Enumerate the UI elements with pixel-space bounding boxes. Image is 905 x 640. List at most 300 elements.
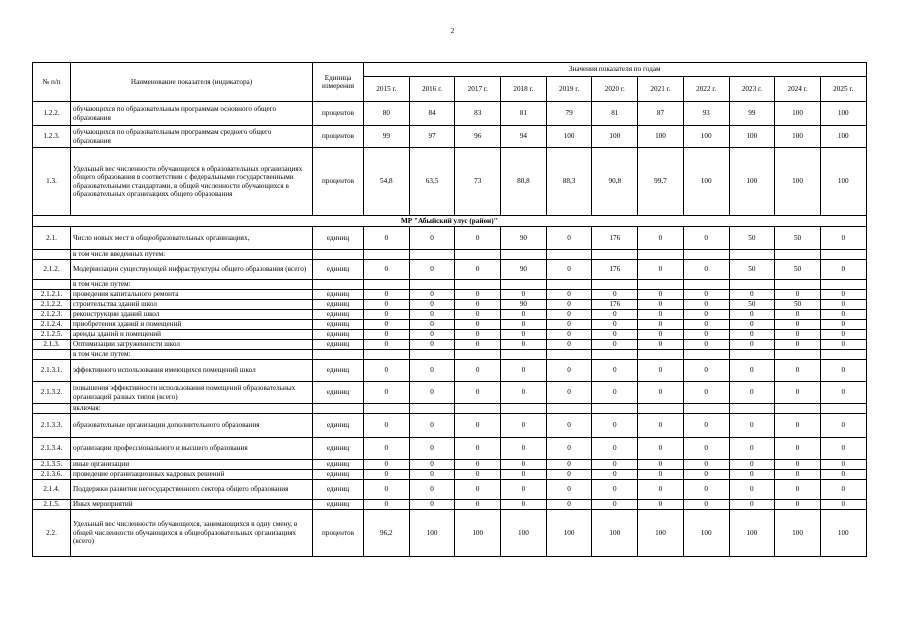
value-cell: 93	[683, 102, 729, 126]
value-cell: 0	[638, 227, 684, 250]
table-row	[33, 148, 867, 216]
value-cell: 0	[592, 382, 638, 404]
header-unit: Единица измерения	[313, 63, 364, 102]
row-number: 2.1.3.6.	[33, 470, 71, 480]
value-cell: 0	[364, 470, 410, 480]
value-cell: 0	[501, 310, 547, 320]
unit-cell: единиц	[313, 340, 364, 350]
value-cell: 0	[546, 460, 592, 470]
value-cell: 0	[820, 438, 866, 460]
value-cell: 0	[501, 340, 547, 350]
table-row	[33, 310, 867, 320]
value-cell: 0	[546, 310, 592, 320]
value-cell: 0	[501, 438, 547, 460]
value-cell: 99	[364, 126, 410, 148]
row-number	[33, 350, 71, 360]
table-row	[33, 470, 867, 480]
value-cell: 96,2	[364, 510, 410, 557]
value-cell: 0	[820, 300, 866, 310]
value-cell	[775, 350, 821, 360]
value-cell: 0	[638, 414, 684, 438]
indicator-name: иные организации	[71, 460, 313, 470]
header-year: 2016 г.	[409, 77, 455, 102]
value-cell: 0	[364, 290, 410, 300]
value-cell: 0	[364, 382, 410, 404]
value-cell: 0	[455, 460, 501, 470]
header-year: 2022 г.	[683, 77, 729, 102]
unit-cell: процентов	[313, 126, 364, 148]
value-cell: 0	[501, 360, 547, 382]
unit-cell: единиц	[313, 300, 364, 310]
value-cell: 0	[409, 360, 455, 382]
value-cell: 0	[638, 310, 684, 320]
value-cell	[546, 250, 592, 260]
header-year: 2023 г.	[729, 77, 775, 102]
value-cell	[409, 280, 455, 290]
unit-cell: единиц	[313, 290, 364, 300]
value-cell: 0	[638, 460, 684, 470]
header-year: 2019 г.	[546, 77, 592, 102]
value-cell: 90,8	[592, 148, 638, 216]
value-cell: 0	[546, 438, 592, 460]
row-number: 2.1.2.3.	[33, 310, 71, 320]
header-no: № п/п	[33, 63, 71, 102]
value-cell: 0	[455, 438, 501, 460]
header-values: Значения показателя по годам	[364, 63, 867, 77]
value-cell: 0	[592, 340, 638, 350]
value-cell: 100	[729, 510, 775, 557]
value-cell: 50	[729, 260, 775, 280]
value-cell: 100	[729, 126, 775, 148]
value-cell: 0	[820, 382, 866, 404]
value-cell: 0	[775, 460, 821, 470]
value-cell	[729, 280, 775, 290]
value-cell: 0	[775, 290, 821, 300]
unit-cell: процентов	[313, 102, 364, 126]
value-cell: 0	[638, 438, 684, 460]
indicator-name: Оптимизации загруженности школ	[71, 340, 313, 350]
value-cell	[455, 250, 501, 260]
page-number: 2	[450, 27, 455, 35]
value-cell: 0	[546, 480, 592, 500]
unit-cell	[313, 250, 364, 260]
row-number: 1.2.3.	[33, 126, 71, 148]
value-cell: 99,7	[638, 148, 684, 216]
value-cell: 0	[501, 500, 547, 510]
table-row	[33, 216, 867, 227]
indicator-name: приобретения зданий и помещений	[71, 320, 313, 330]
value-cell: 0	[409, 470, 455, 480]
value-cell	[820, 280, 866, 290]
value-cell: 0	[729, 438, 775, 460]
value-cell: 0	[775, 500, 821, 510]
value-cell: 0	[683, 310, 729, 320]
indicator-name: в том числе путем:	[71, 350, 313, 360]
value-cell: 79	[546, 102, 592, 126]
value-cell: 0	[592, 500, 638, 510]
value-cell: 0	[364, 438, 410, 460]
value-cell: 0	[638, 360, 684, 382]
value-cell: 0	[638, 382, 684, 404]
value-cell	[820, 250, 866, 260]
value-cell: 0	[409, 340, 455, 350]
value-cell: 90	[501, 260, 547, 280]
value-cell	[683, 280, 729, 290]
section-title: МР "Абыйский улус (район)"	[33, 216, 867, 227]
value-cell: 0	[546, 300, 592, 310]
value-cell	[409, 404, 455, 414]
indicator-name: включая:	[71, 404, 313, 414]
value-cell: 0	[409, 260, 455, 280]
value-cell: 0	[592, 414, 638, 438]
value-cell: 0	[364, 414, 410, 438]
value-cell: 0	[546, 290, 592, 300]
indicator-name: строительства зданий школ	[71, 300, 313, 310]
value-cell: 0	[455, 470, 501, 480]
value-cell: 0	[455, 300, 501, 310]
unit-cell: единиц	[313, 460, 364, 470]
value-cell: 50	[729, 300, 775, 310]
value-cell: 54,8	[364, 148, 410, 216]
value-cell: 0	[729, 340, 775, 350]
value-cell: 0	[592, 320, 638, 330]
value-cell: 0	[638, 300, 684, 310]
value-cell: 50	[775, 227, 821, 250]
value-cell: 0	[683, 480, 729, 500]
value-cell: 0	[409, 227, 455, 250]
value-cell: 0	[683, 320, 729, 330]
header-year: 2017 г.	[455, 77, 501, 102]
header-year: 2018 г.	[501, 77, 547, 102]
indicator-name: проведение организационных кадровых решений	[71, 470, 313, 480]
value-cell	[820, 350, 866, 360]
value-cell: 94	[501, 126, 547, 148]
value-cell: 0	[364, 260, 410, 280]
value-cell: 0	[638, 480, 684, 500]
value-cell: 0	[683, 470, 729, 480]
table-row	[33, 300, 867, 310]
value-cell	[775, 250, 821, 260]
value-cell: 100	[775, 510, 821, 557]
row-number: 2.1.2.5.	[33, 330, 71, 340]
value-cell	[546, 350, 592, 360]
value-cell: 100	[683, 126, 729, 148]
value-cell: 0	[409, 480, 455, 500]
value-cell: 0	[638, 500, 684, 510]
value-cell	[729, 250, 775, 260]
value-cell: 81	[592, 102, 638, 126]
value-cell	[592, 404, 638, 414]
table-body	[33, 102, 867, 557]
value-cell: 0	[546, 227, 592, 250]
value-cell: 176	[592, 227, 638, 250]
table-row	[33, 102, 867, 126]
value-cell: 0	[409, 310, 455, 320]
value-cell: 73	[455, 148, 501, 216]
indicator-name: обучающихся по образовательным программам основного общего образования	[71, 102, 313, 126]
row-number: 2.1.4.	[33, 480, 71, 500]
value-cell: 97	[409, 126, 455, 148]
value-cell: 0	[501, 320, 547, 330]
value-cell: 0	[638, 340, 684, 350]
row-number: 2.1.3.2.	[33, 382, 71, 404]
row-number: 2.1.2.1.	[33, 290, 71, 300]
value-cell: 100	[592, 126, 638, 148]
header-year: 2024 г.	[775, 77, 821, 102]
value-cell: 0	[683, 500, 729, 510]
value-cell	[364, 404, 410, 414]
value-cell: 0	[455, 414, 501, 438]
value-cell: 100	[638, 510, 684, 557]
indicator-name: в том числе путем:	[71, 280, 313, 290]
value-cell	[683, 350, 729, 360]
value-cell	[592, 280, 638, 290]
value-cell: 100	[820, 126, 866, 148]
unit-cell	[313, 404, 364, 414]
row-number	[33, 250, 71, 260]
table-row	[33, 290, 867, 300]
value-cell	[775, 404, 821, 414]
value-cell: 0	[638, 470, 684, 480]
value-cell: 0	[455, 290, 501, 300]
value-cell	[364, 280, 410, 290]
value-cell: 50	[775, 300, 821, 310]
value-cell: 88,3	[546, 148, 592, 216]
row-number: 2.1.3.3.	[33, 414, 71, 438]
value-cell: 0	[364, 480, 410, 500]
indicator-name: Удельный вес численности обучающихся, занимающихся в одну смену, в общей численности обучающихся в общеобразовательных организациях (всего)	[71, 510, 313, 557]
value-cell: 90	[501, 300, 547, 310]
value-cell: 0	[455, 340, 501, 350]
value-cell: 0	[820, 330, 866, 340]
value-cell: 0	[820, 320, 866, 330]
value-cell: 100	[820, 102, 866, 126]
value-cell: 0	[775, 320, 821, 330]
value-cell: 80	[364, 102, 410, 126]
table-row	[33, 250, 867, 260]
unit-cell	[313, 350, 364, 360]
value-cell: 0	[546, 382, 592, 404]
value-cell: 0	[455, 382, 501, 404]
value-cell: 0	[409, 414, 455, 438]
header-year: 2025 г.	[820, 77, 866, 102]
value-cell: 0	[729, 470, 775, 480]
value-cell: 0	[409, 500, 455, 510]
value-cell: 0	[729, 382, 775, 404]
value-cell	[501, 250, 547, 260]
value-cell	[775, 280, 821, 290]
value-cell: 0	[455, 320, 501, 330]
value-cell: 0	[546, 414, 592, 438]
value-cell	[683, 250, 729, 260]
indicator-name: организации профессионального и высшего образования	[71, 438, 313, 460]
value-cell: 0	[364, 330, 410, 340]
value-cell: 0	[683, 290, 729, 300]
indicator-name: повышения эффективности использования помещений образовательных организаций разных типов (всего)	[71, 382, 313, 404]
table-row	[33, 460, 867, 470]
unit-cell	[313, 280, 364, 290]
value-cell	[729, 404, 775, 414]
value-cell: 0	[820, 340, 866, 350]
value-cell	[364, 250, 410, 260]
table-row	[33, 126, 867, 148]
value-cell: 0	[546, 260, 592, 280]
table-row	[33, 404, 867, 414]
value-cell: 100	[683, 148, 729, 216]
value-cell: 0	[364, 227, 410, 250]
value-cell: 83	[455, 102, 501, 126]
value-cell: 50	[729, 227, 775, 250]
table-row	[33, 382, 867, 404]
indicator-name: в том числе введенных путем:	[71, 250, 313, 260]
value-cell: 0	[592, 470, 638, 480]
indicator-name: Модернизации существующей инфраструктуры общего образования (всего)	[71, 260, 313, 280]
value-cell: 0	[455, 360, 501, 382]
value-cell: 50	[775, 260, 821, 280]
table-row	[33, 438, 867, 460]
value-cell: 0	[364, 300, 410, 310]
value-cell: 0	[683, 330, 729, 340]
value-cell: 0	[501, 330, 547, 340]
row-number: 1.3.	[33, 148, 71, 216]
unit-cell: единиц	[313, 438, 364, 460]
value-cell	[729, 350, 775, 360]
value-cell: 0	[638, 290, 684, 300]
indicator-name: аренды зданий и помещений	[71, 330, 313, 340]
value-cell: 0	[546, 320, 592, 330]
value-cell: 100	[546, 126, 592, 148]
value-cell: 0	[409, 320, 455, 330]
value-cell: 100	[683, 510, 729, 557]
indicator-name: обучающихся по образовательным программам среднего общего образования	[71, 126, 313, 148]
unit-cell: единиц	[313, 500, 364, 510]
indicator-name: Число новых мест в общеобразовательных организациях,	[71, 227, 313, 250]
value-cell: 0	[364, 310, 410, 320]
unit-cell: единиц	[313, 320, 364, 330]
value-cell: 0	[820, 414, 866, 438]
value-cell	[638, 350, 684, 360]
value-cell: 100	[409, 510, 455, 557]
table-row	[33, 320, 867, 330]
value-cell: 0	[638, 260, 684, 280]
value-cell: 0	[409, 290, 455, 300]
value-cell: 0	[592, 438, 638, 460]
value-cell: 80,8	[501, 148, 547, 216]
value-cell: 0	[683, 340, 729, 350]
value-cell: 0	[729, 414, 775, 438]
value-cell: 0	[820, 260, 866, 280]
row-number	[33, 280, 71, 290]
table-row	[33, 227, 867, 250]
header-year: 2020 г.	[592, 77, 638, 102]
value-cell: 63,5	[409, 148, 455, 216]
value-cell: 176	[592, 260, 638, 280]
value-cell: 0	[455, 500, 501, 510]
value-cell: 0	[683, 438, 729, 460]
value-cell: 0	[729, 320, 775, 330]
row-number: 2.2.	[33, 510, 71, 557]
value-cell: 0	[775, 340, 821, 350]
indicator-name: Поддержки развития негосударственного сектора общего образования	[71, 480, 313, 500]
value-cell: 0	[820, 460, 866, 470]
row-number	[33, 404, 71, 414]
value-cell: 0	[409, 382, 455, 404]
row-number: 2.1.5.	[33, 500, 71, 510]
value-cell	[455, 404, 501, 414]
value-cell: 0	[820, 470, 866, 480]
value-cell: 84	[409, 102, 455, 126]
value-cell: 0	[820, 360, 866, 382]
table-header-row	[33, 63, 867, 77]
value-cell	[501, 404, 547, 414]
value-cell: 0	[775, 310, 821, 320]
table-row	[33, 480, 867, 500]
indicator-name: реконструкции зданий школ	[71, 310, 313, 320]
value-cell: 0	[729, 480, 775, 500]
value-cell: 0	[364, 360, 410, 382]
table-row	[33, 330, 867, 340]
table-row	[33, 500, 867, 510]
value-cell: 0	[455, 480, 501, 500]
value-cell: 0	[546, 500, 592, 510]
row-number: 2.1.2.2.	[33, 300, 71, 310]
value-cell: 100	[638, 126, 684, 148]
value-cell	[683, 404, 729, 414]
row-number: 2.1.3.5.	[33, 460, 71, 470]
table-row	[33, 350, 867, 360]
row-number: 2.1.2.4.	[33, 320, 71, 330]
value-cell: 0	[683, 414, 729, 438]
table-row	[33, 360, 867, 382]
table-row	[33, 260, 867, 280]
value-cell: 0	[546, 360, 592, 382]
value-cell: 0	[409, 438, 455, 460]
value-cell: 100	[775, 148, 821, 216]
value-cell: 87	[638, 102, 684, 126]
row-number: 2.1.3.	[33, 340, 71, 350]
value-cell: 0	[683, 300, 729, 310]
value-cell	[820, 404, 866, 414]
value-cell: 0	[729, 360, 775, 382]
value-cell: 0	[729, 460, 775, 470]
indicators-table	[32, 62, 867, 557]
indicator-name: проведения капитального ремонта	[71, 290, 313, 300]
unit-cell: процентов	[313, 148, 364, 216]
value-cell: 0	[546, 340, 592, 350]
unit-cell: единиц	[313, 260, 364, 280]
value-cell: 0	[775, 414, 821, 438]
value-cell: 0	[409, 460, 455, 470]
value-cell: 0	[592, 310, 638, 320]
value-cell: 100	[820, 510, 866, 557]
value-cell: 0	[364, 340, 410, 350]
unit-cell: единиц	[313, 330, 364, 340]
unit-cell: процентов	[313, 510, 364, 557]
value-cell: 0	[501, 290, 547, 300]
value-cell: 0	[592, 480, 638, 500]
value-cell: 0	[729, 290, 775, 300]
value-cell: 100	[501, 510, 547, 557]
value-cell: 0	[409, 330, 455, 340]
value-cell: 0	[364, 500, 410, 510]
value-cell: 0	[638, 330, 684, 340]
value-cell: 0	[592, 460, 638, 470]
value-cell: 0	[820, 290, 866, 300]
value-cell	[455, 280, 501, 290]
row-number: 2.1.3.4.	[33, 438, 71, 460]
value-cell: 0	[455, 227, 501, 250]
table-row	[33, 340, 867, 350]
